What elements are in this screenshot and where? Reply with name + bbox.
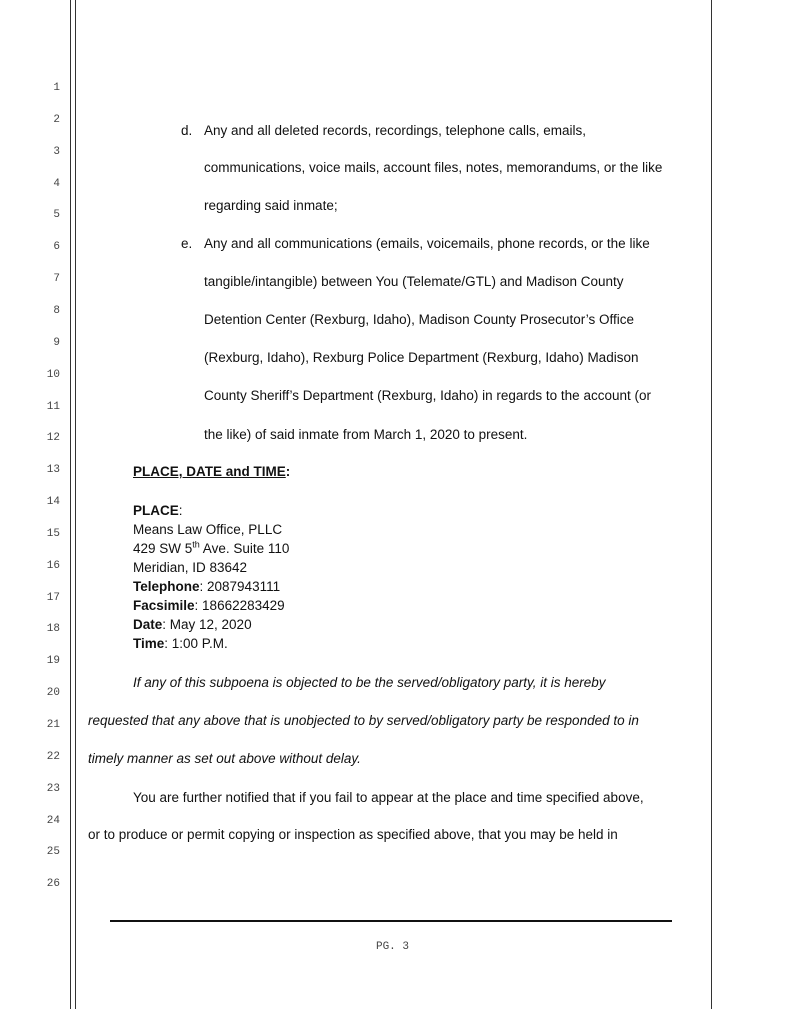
address-rest: Ave. Suite 110 [199,541,290,556]
objection-line-2: requested that any above that is unobjected to by served/obligatory party be responded to in [88,713,639,728]
objection-line-1: If any of this subpoena is objected to be the served/obligatory party, it is hereby [133,675,606,690]
list-marker-d: d. [181,123,193,138]
item-e-line-5: County Sheriff’s Department (Rexburg, Idaho) in regards to the account (or [204,388,651,403]
line-number: 1 [53,82,60,94]
line-number: 8 [53,305,60,317]
firm-name: Means Law Office, PLLC [133,522,283,537]
telephone-value: : 2087943111 [199,579,281,594]
line-number: 13 [46,464,60,476]
notice-line-1: You are further notified that if you fail to appear at the place and time specified above, [133,790,644,805]
line-number: 26 [46,878,60,890]
telephone-label: Telephone [133,579,200,594]
time-value: : 1:00 P.M. [164,636,228,651]
line-number: 24 [46,815,60,827]
page-number-footer: PG. 3 [375,941,409,953]
item-d-line-3: regarding said inmate; [204,198,338,213]
line-number: 7 [53,273,60,285]
date-label: Date [133,617,163,632]
telephone-line [133,578,280,596]
objection-line-3: timely manner as set out above without delay. [88,751,361,766]
left-margin-rule-inner [75,0,76,1009]
address-ordinal: th [192,539,200,550]
facsimile-label: Facsimile [133,598,195,613]
line-number: 6 [53,241,60,253]
date-value: : May 12, 2020 [162,617,252,632]
line-number: 21 [46,719,60,731]
left-margin-rule-outer [70,0,71,1009]
facsimile-line [133,597,285,615]
item-d-line-1: Any and all deleted records, recordings, telephone calls, emails, [204,123,586,138]
item-e-line-1: Any and all communications (emails, voicemails, phone records, or the like [204,236,650,251]
line-number: 12 [46,432,60,444]
line-number: 10 [46,369,60,381]
line-number: 16 [46,560,60,572]
item-e-line-4: (Rexburg, Idaho), Rexburg Police Department (Rexburg, Idaho) Madison [204,350,639,365]
heading-colon: : [285,464,291,479]
place-colon: : [178,503,183,518]
street-address [133,540,289,558]
line-number: 20 [46,687,60,699]
place-label-line [133,502,183,520]
item-e-line-6: the like) of said inmate from March 1, 2020 to present. [204,427,528,442]
notice-line-2: or to produce or permit copying or inspection as specified above, that you may be held in [88,827,618,842]
line-number: 3 [53,146,60,158]
line-number: 17 [46,592,60,604]
place-label: PLACE [133,503,179,518]
heading-text: PLACE, DATE and TIME [133,464,286,479]
city-state-zip: Meridian, ID 83642 [133,560,248,575]
facsimile-value: : 18662283429 [194,598,285,613]
time-label: Time [133,636,165,651]
line-number: 22 [46,751,60,763]
list-marker-e: e. [181,236,193,251]
item-e-line-3: Detention Center (Rexburg, Idaho), Madison County Prosecutor’s Office [204,312,634,327]
line-number: 18 [46,623,60,635]
item-e-line-2: tangible/intangible) between You (Telemate/GTL) and Madison County [204,274,624,289]
line-number: 4 [53,178,60,190]
item-d-line-2: communications, voice mails, account files, notes, memorandums, or the like [204,160,663,175]
footer-rule [110,920,672,922]
date-line [133,616,252,634]
line-number: 23 [46,783,60,795]
section-heading [133,463,290,481]
line-number: 15 [46,528,60,540]
line-number: 19 [46,655,60,667]
right-margin-rule [711,0,712,1009]
line-number: 2 [53,114,60,126]
line-number: 9 [53,337,60,349]
line-number: 14 [46,496,60,508]
line-number: 11 [46,401,60,413]
time-line [133,635,228,653]
line-number: 5 [53,209,60,221]
line-number: 25 [46,846,60,858]
address-number: 429 SW 5 [133,541,193,556]
